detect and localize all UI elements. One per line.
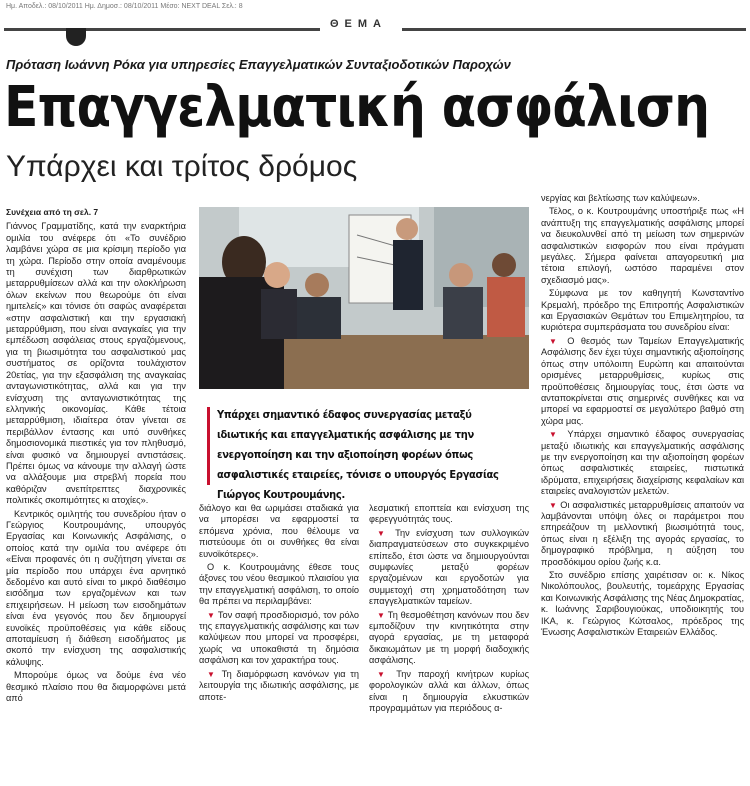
paragraph: λεσματική εποπτεία και ενίσχυση της φερεγγυότητάς τους. [369, 503, 529, 525]
section-rule-right [402, 28, 746, 31]
paragraph: Μπορούμε όμως να δούμε ένα νέο θεσμικό πλαίσιο που θα διαμορφώνει μετά από [6, 670, 186, 704]
bullet-triangle-icon: ▼ [549, 336, 561, 346]
bullet-triangle-icon: ▼ [377, 528, 389, 538]
paragraph: Σύμφωνα με τον καθηγητή Κωνσταντίνο Κρεμαλή, πρόεδρο της Επιτροπής Ασφαλιστικών και Εργασιακών Θεμάτων του Επιμελητηρίου, τα κυριότερα συμπεράσματα του συνεδρίου είναι: [541, 288, 744, 333]
paragraph: Τη θεσμοθέτηση κανόνων που δεν εμποδίζουν την κινητικότητα στην αγορά εργασίας, με τη μεταφορά δικαιωμάτων με τη μορφή διαδοχικής ασφάλισης. [369, 609, 529, 666]
section-rule-left [4, 28, 320, 31]
paragraph: νεργίας και βελτίωσης των καλύψεων». [541, 193, 700, 203]
bullet-triangle-icon: ▼ [377, 669, 390, 679]
article-column-1 [6, 207, 186, 706]
clipping-meta: Ημ. Αποδελ.: 08/10/2011 Ημ. Δημοσ.: 08/10/2011 Μέσο: NEXT DEAL Σελ.: 8 [6, 3, 243, 10]
paragraph: Τέλος, ο κ. Κουτρουμάνης υποστήριξε πως «Η ανάπτυξη της επαγγελματικής ασφάλισης μπορεί να διευκολυνθεί από τη μείωση των σημερινών ασφαλιστικών εισφορών που είναι πράγματι μεγάλες. Σήμερα φαίνεται απαγορευτική μια τέτοια επιλογή, ωστόσο παραμένει στον σχεδιασμό μας». [541, 206, 744, 285]
bullet-triangle-icon: ▼ [549, 500, 558, 510]
paragraph: Κεντρικός ομιλητής του συνεδρίου ήταν ο Γεώργιος Κουτρουμάνης, υπουργός Εργασίας και Κοινωνικής Ασφάλισης, ο οποίος κατά την ομιλία του ανέφερε ότι «Είναι προφανές ότι η συζήτηση γίνεται σε μία περίοδο που υπάρχει ένα αρνητικό δεδομένο και αυτό είναι το μικρό διαθέσιμο εισόδημα των εργαζομένων και των επιχειρήσεων. Η μείωση των εισοδημάτων είναι ένα γεγονός που δεν δημιουργεί ευνοϊκές προϋποθέσεις για κάθε είδους αποταμίευση ή διάθεση εισοδήματος με σκοπό την ενίσχυση της ασφαλιστικής κάλυψης. [6, 508, 186, 667]
paragraph: Υπάρχει σημαντικό έδαφος συνεργασίας μεταξύ ιδιωτικής και επαγγελματικής ασφάλισης με την ενεργοποίηση και την αξιοποίηση φορέων όπως ασφαλιστικές εταιρείες, πιστωτικά ιδρύματα, επιχειρήσεις διαχείρισης κεφαλαίων και εταιρείες αναλογιστών μελετών. [541, 429, 745, 497]
continued-from: Συνέχεια από τη σελ. 7 [6, 207, 99, 217]
article-column-2 [199, 503, 359, 705]
paragraph: Γιάννος Γραμματίδης, κατά την εναρκτήρια ομιλία του ανέφερε ότι «Το συνέδριο λαμβάνει χώρα σε μια κρίσιμη περίοδο για τη χώρα. Περίοδο στην οποία αναμένουμε τη συνέχιση των διαρθρωτικών μεταρρυθμίσεων αλλά και την ολοκλήρωση όλων εκείνων που θεωρούμε ότι είναι ημιτελείς» και τόνισε ότι σαφώς αναφέρεται «στην ασφαλιστική και την εργασιακή μεταρρύθμιση, που είναι αναγκαίες για την εμπέδωση ασφάλειας στους εργαζόμενους, για τη βιωσιμότητα του ασφαλιστικού μας συστήματος σε ορίζοντα τουλάχιστον 20ετίας, για την εξασφάλιση της αναγκαίας ανταγωνιστικότητας, αλλά και για την ενίσχυση της ανταγωνιστικότητας της ελληνικής οικονομίας. Κάθε τέτοια μεταρρύθμιση, ιδιαίτερα όταν γίνεται σε περιβάλλον έντασης και υπό συνθήκες δημοσιονομικά πιεστικές για τον πληθυσμό, είναι φυσικό να δημιουργεί αντιστάσεις. Πρέπει όμως να κάνουμε την αλλαγή ώστε να αλλάξουμε μια στρεβλή πορεία που καθόριζαν ανεπίτρεπτες διαχρονικές πολιτικές σκοπιμότητες κι ατοχίες». [6, 221, 186, 506]
paragraph: διάλογο και θα ωριμάσει σταδιακά για να μπορέσει να εφαρμοστεί τα επόμενα χρόνια, που θέλουμε να πιστεύουμε ότι οι συνθήκες θα είναι ευνοϊκότερες». [199, 503, 359, 559]
paragraph: Ο θεσμός των Ταμείων Επαγγελματικής Ασφάλισης δεν έχει τύχει σημαντικής αξιοποίησης όπως στην υπόλοιπη Ευρώπη και απαιτούνται ορισμένες μεταρρυθμίσεις, κυρίως στις προϋποθέσεις δημιουργίας τους, έτσι ώστε να ανταποκρίνεται στις σημερινές συνθήκες και να μπορεί να εφαρμοστεί σε μεγαλύτερο βαθμό στη χώρα μας. [541, 335, 744, 426]
paragraph: Ο κ. Κουτρουμάνης έθεσε τους άξονες του νέου θεσμικού πλαισίου για την επαγγελματική ασφάλιση, το οποίο θα πρέπει να περιλαμβάνει: [199, 562, 359, 607]
paragraph: Την ενίσχυση των συλλογικών διαπραγματεύσεων στο συγκεκριμένο επίπεδο, έτσι ώστε να δημιουργούνται συμφωνίες μεταξύ φορέων εργαζομένων και εργοδοτών για συμμετοχή στη χρηματοδότηση των επαγγελματικών ταμείων. [369, 527, 529, 607]
paragraph: Οι ασφαλιστικές μεταρρυθμίσεις απαιτούν να λαμβάνονται υπόψη όλες οι παράμετροι που επηρεάζουν τη μελλοντική βιωσιμότητά τους, όπως είναι η εξέλιξη της αγοράς εργασίας, το δημογραφικό πρόβλημα, η αύξηση του προσδόκιμου ορίου ζωής κ.α. [541, 499, 745, 567]
paragraph: Τον σαφή προσδιορισμό, τον ρόλο της επαγγελματικής ασφάλισης και των καλύψεων που μπορεί να προσφέρει, χωρίς να υποκαθιστά τη δημόσια ασφάλιση και τον χαρακτήρα τους. [199, 609, 359, 666]
paragraph: Στο συνέδριο επίσης χαιρέτισαν οι: κ. Νίκος Νικολόπουλος, βουλευτής, τομεάρχης Εργασίας και Κοινωνικής Ασφάλισης της Νέας Δημοκρατίας, κ. Ιωάννης Σαριβουγιούκας, υποδιοικητής του ΙΚΑ, κ. Γεώργιος Κώτσαλος, πρόεδρος της Ένωσης Ασφαλιστικών Εταιρειών Ελλάδος. [541, 570, 744, 638]
meeting-photo-illustration [199, 207, 529, 389]
headline: Επαγγελματική ασφάλιση [4, 75, 710, 140]
paragraph: Την παροχή κινήτρων κυρίως φορολογικών αλλά και άλλων, όπως είναι η δημιουργία ελκυστικών προγραμμάτων για περιόδους α- [369, 668, 530, 713]
pull-quote-accent [207, 407, 210, 485]
article-column-4 [541, 193, 744, 640]
article-column-3 [369, 503, 529, 716]
kicker: Πρόταση Ιωάννη Ρόκα για υπηρεσίες Επαγγελματικών Συνταξιοδοτικών Παροχών [6, 57, 511, 72]
bullet-triangle-icon: ▼ [377, 610, 386, 620]
pull-quote: Υπάρχει σημαντικό έδαφος συνεργασίας μεταξύ ιδιωτικής και επαγγελματικής ασφάλισης με την ενεργοποίηση και την αξιοποίηση φορέων όπως ασφαλιστικές εταιρείες, τόνισε ο υπουργός Εργασίας Γιώργος Κουτρουμάνης. [217, 408, 499, 501]
bullet-triangle-icon: ▼ [207, 669, 218, 679]
subheadline: Υπάρχει και τρίτος δρόμος [6, 150, 358, 183]
paragraph: Τη διαμόρφωση κανόνων για τη λειτουργία της ιδιωτικής ασφάλισης, με αποτε- [199, 668, 360, 702]
section-ornament [66, 28, 86, 46]
section-label: ΘΕΜΑ [330, 18, 387, 30]
bullet-triangle-icon: ▼ [549, 430, 561, 440]
bullet-triangle-icon: ▼ [207, 610, 216, 620]
article-photo [199, 207, 529, 389]
pull-quote-box [199, 397, 529, 501]
